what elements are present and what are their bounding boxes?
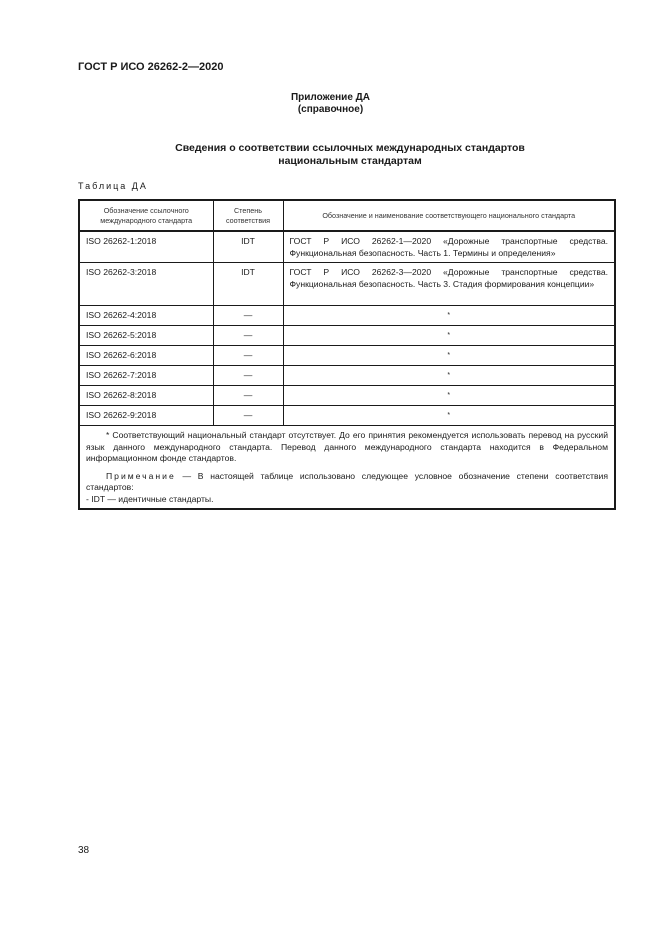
section-title-line-2: национальным стандартам — [278, 155, 422, 167]
national-standard-cell: * — [283, 306, 615, 326]
document-id: ГОСТ Р ИСО 26262-2—2020 — [78, 61, 224, 73]
national-standard-cell: ГОСТ Р ИСО 26262-3—2020 «Дорожные транспортные средства. Функциональная безопасность. Часть 3. Стадия формирования концепции» — [283, 263, 615, 306]
reference-cell: ISO 26262-6:2018 — [79, 346, 213, 366]
degree-cell: IDT — [213, 231, 283, 263]
degree-cell: — — [213, 406, 283, 426]
table-row — [79, 231, 615, 263]
section-title-line-1: Сведения о соответствии ссылочных международных стандартов — [175, 142, 525, 154]
table-notes-row — [79, 426, 615, 510]
column-header-national: Обозначение и наименование соответствующего национального стандарта — [283, 200, 615, 231]
reference-cell: ISO 26262-5:2018 — [79, 326, 213, 346]
column-header-reference: Обозначение ссылочного международного стандарта — [79, 200, 213, 231]
degree-cell: — — [213, 346, 283, 366]
page-number: 38 — [78, 845, 90, 856]
national-standard-cell: ГОСТ Р ИСО 26262-1—2020 «Дорожные транспортные средства. Функциональная безопасность. Часть 1. Термины и определения» — [283, 231, 615, 263]
national-standard-cell: * — [283, 406, 615, 426]
note-item: - IDT — идентичные стандарты. — [86, 493, 214, 504]
annex-kind: (справочное) — [297, 104, 364, 115]
reference-cell: ISO 26262-8:2018 — [79, 386, 213, 406]
national-standard-cell: * — [283, 386, 615, 406]
degree-cell: — — [213, 306, 283, 326]
national-standard-cell: * — [283, 366, 615, 386]
table-row — [79, 386, 615, 406]
note — [86, 471, 608, 494]
table-caption: Таблица ДА — [78, 181, 148, 191]
column-header-degree: Степень соответствия — [213, 200, 283, 231]
annex-title: Приложение ДА — [290, 92, 371, 103]
table-row — [79, 306, 615, 326]
note-text: — В настоящей таблице использовано следующее условное обозначение степени соответствия стандартов: — [86, 470, 608, 492]
correspondence-table — [78, 199, 616, 510]
section-title — [120, 142, 580, 168]
national-standard-cell: * — [283, 346, 615, 366]
reference-cell: ISO 26262-4:2018 — [79, 306, 213, 326]
degree-cell: IDT — [213, 263, 283, 306]
degree-cell: — — [213, 366, 283, 386]
reference-cell: ISO 26262-9:2018 — [79, 406, 213, 426]
table-notes — [79, 426, 615, 510]
reference-cell: ISO 26262-7:2018 — [79, 366, 213, 386]
national-standard-cell: * — [283, 326, 615, 346]
table-row — [79, 346, 615, 366]
table-row — [79, 326, 615, 346]
reference-cell: ISO 26262-3:2018 — [79, 263, 213, 306]
footnote: * Соответствующий национальный стандарт отсутствует. До его принятия рекомендуется использовать перевод на русский язык данного международного стандарта. Перевод данного международного стандарта находится в Федеральном информационном фонде стандартов. — [86, 430, 608, 463]
degree-cell: — — [213, 326, 283, 346]
table-row — [79, 263, 615, 306]
table-header-row — [79, 200, 615, 231]
table-row — [79, 406, 615, 426]
note-label: Примечание — [106, 470, 176, 481]
degree-cell: — — [213, 386, 283, 406]
table-row — [79, 366, 615, 386]
reference-cell: ISO 26262-1:2018 — [79, 231, 213, 263]
